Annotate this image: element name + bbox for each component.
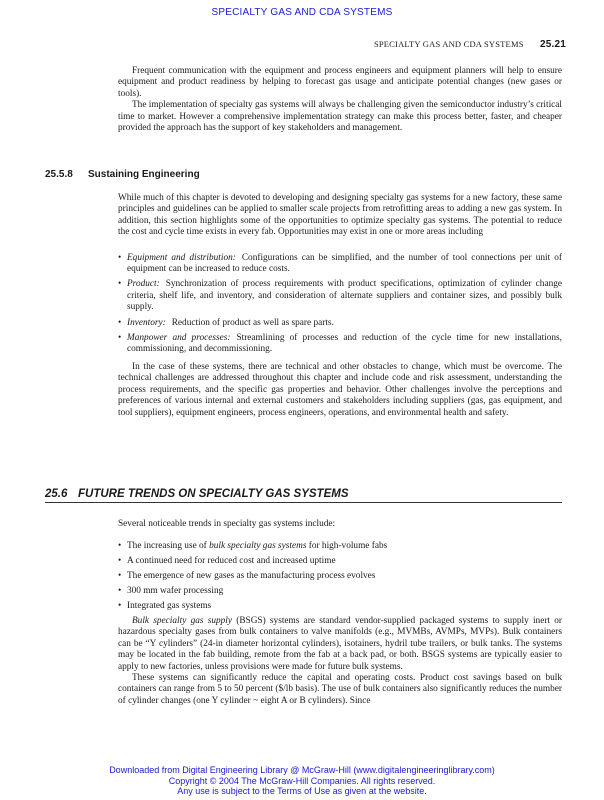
- bullet-term: Product:: [127, 279, 160, 290]
- bullet-list: [118, 541, 562, 612]
- paragraph: In the case of these systems, there are technical and other obstacles to change, which must be overcome. The technical challenges are addressed throughout this chapter and include code and risk assessment, understanding the process requirements, and the specific gas properties and behavior. Other challenges involve the perceptions and preferences of various internal and external customers and stakeholders including suppliers (gas, gas equipment, and tool suppliers), equipment engineers, process engineers, operations, and environmental health and safety.: [118, 361, 562, 418]
- list-item: [118, 253, 562, 276]
- section-number: 25.5.8: [45, 169, 73, 180]
- list-item: [118, 333, 562, 356]
- page-number: 25.21: [539, 39, 566, 50]
- bullet-term: Inventory:: [127, 317, 166, 328]
- list-item: [118, 586, 562, 597]
- paragraph: The implementation of specialty gas systems will always be challenging given the semiconductor industry’s critical time to market. However a comprehensive implementation strategy can make this process better, faster, and cheaper provided the approach has the support of key stakeholders and management.: [118, 100, 562, 134]
- list-item: [118, 601, 562, 612]
- bullet-text: The increasing use of: [127, 541, 210, 552]
- bullet-text: Streamlining of processes and reduction of the cycle time for new installations, commissioning, and decommissioning.: [127, 333, 562, 355]
- section-future-body: [118, 519, 562, 707]
- bullet-term: Manpower and processes:: [127, 333, 231, 344]
- bullet-emphasis: bulk specialty gas systems: [209, 541, 307, 552]
- bullet-term: Equipment and distribution:: [127, 252, 236, 263]
- section-heading-future-trends: [45, 488, 562, 503]
- term-emphasis: Bulk specialty gas supply: [132, 615, 232, 626]
- footer-copyright: Copyright © 2004 The McGraw-Hill Companies. All rights reserved.: [168, 775, 436, 786]
- running-head-title: SPECIALTY GAS AND CDA SYSTEMS: [373, 39, 524, 49]
- intro-paragraphs: [118, 66, 562, 134]
- bullet-list: [118, 253, 562, 356]
- paragraph-text: (BSGS) systems are standard vendor-supplied packaged systems to supply inert or hazardous specialty gases from bulk containers to valve manifolds (e.g., MVMBs, AVMPs, MVPs). Bulk containers can be “Y cylinders” (24-in diameter horizontal cylinders), isotainers, hydril tube trailers, or bulk tanks. The systems may be located in the fab building, remote from the fab at a back pad, or both. BSGS systems are typically easier to apply to new factories, unless provisions were made for future bulk systems.: [118, 615, 562, 672]
- running-head: [374, 39, 566, 50]
- bullet-text: Reduction of product as well as spare parts.: [171, 317, 334, 328]
- paragraph: Several noticeable trends in specialty gas systems include:: [118, 519, 336, 529]
- bullet-text: for high-volume fabs: [306, 541, 388, 552]
- footer-terms: Any use is subject to the Terms of Use as given at the website.: [177, 786, 427, 796]
- section-sustaining-body: [118, 193, 562, 419]
- download-footer: [0, 765, 604, 797]
- paragraph: [118, 616, 562, 673]
- bullet-text: Integrated gas systems: [127, 601, 212, 612]
- book-banner: SPECIALTY GAS AND CDA SYSTEMS: [211, 7, 393, 18]
- section-heading-sustaining: [45, 169, 200, 180]
- list-item: [118, 556, 562, 567]
- section-title: Sustaining Engineering: [88, 169, 200, 180]
- paragraph: These systems can significantly reduce the capital and operating costs. Product cost savings based on bulk containers can range from 5 to 50 percent ($/lb basis). The use of bulk containers also significantly reduces the number of cylinder changes (one Y cylinder ~ eight A or B cylinders). Since: [118, 672, 562, 706]
- list-item: [118, 541, 562, 552]
- paragraph: Frequent communication with the equipment and process engineers and equipment planners will help to ensure equipment and product readiness by helping to forecast gas usage and anticipate potential changes (new gases or tools).: [118, 66, 562, 99]
- bullet-text: Configurations can be simplified, and the number of tool connections per unit of equipment can be increased to reduce costs.: [127, 252, 562, 275]
- bullet-text: A continued need for reduced cost and increased uptime: [127, 556, 336, 567]
- bullet-text: 300 mm wafer processing: [127, 586, 224, 597]
- list-item: [118, 279, 562, 313]
- list-item: [118, 318, 562, 329]
- footer-link[interactable]: Downloaded from Digital Engineering Library @ McGraw-Hill (www.digitalengineeringlibrary.com): [109, 765, 495, 775]
- section-number: 25.6: [45, 488, 68, 500]
- paragraph: While much of this chapter is devoted to developing and designing specialty gas systems for a new factory, these same principles and guidelines can be applied to smaller scale projects from retrofitting areas to adding a new gas system. In addition, this section highlights some of the opportunities to optimize specialty gas systems. The potential to reduce the cost and cycle time exists in every fab. Opportunities may exist in one or more areas including: [118, 193, 562, 238]
- list-item: [118, 571, 562, 582]
- bullet-text: The emergence of new gases as the manufacturing process evolves: [127, 571, 376, 582]
- section-title: FUTURE TRENDS ON SPECIALTY GAS SYSTEMS: [78, 488, 349, 500]
- bullet-text: Synchronization of process requirements with product specifications, optimization of cylinder change criteria, shelf life, and inventory, and consideration of alternate suppliers and container sizes, and possibly bulk supply.: [127, 279, 562, 313]
